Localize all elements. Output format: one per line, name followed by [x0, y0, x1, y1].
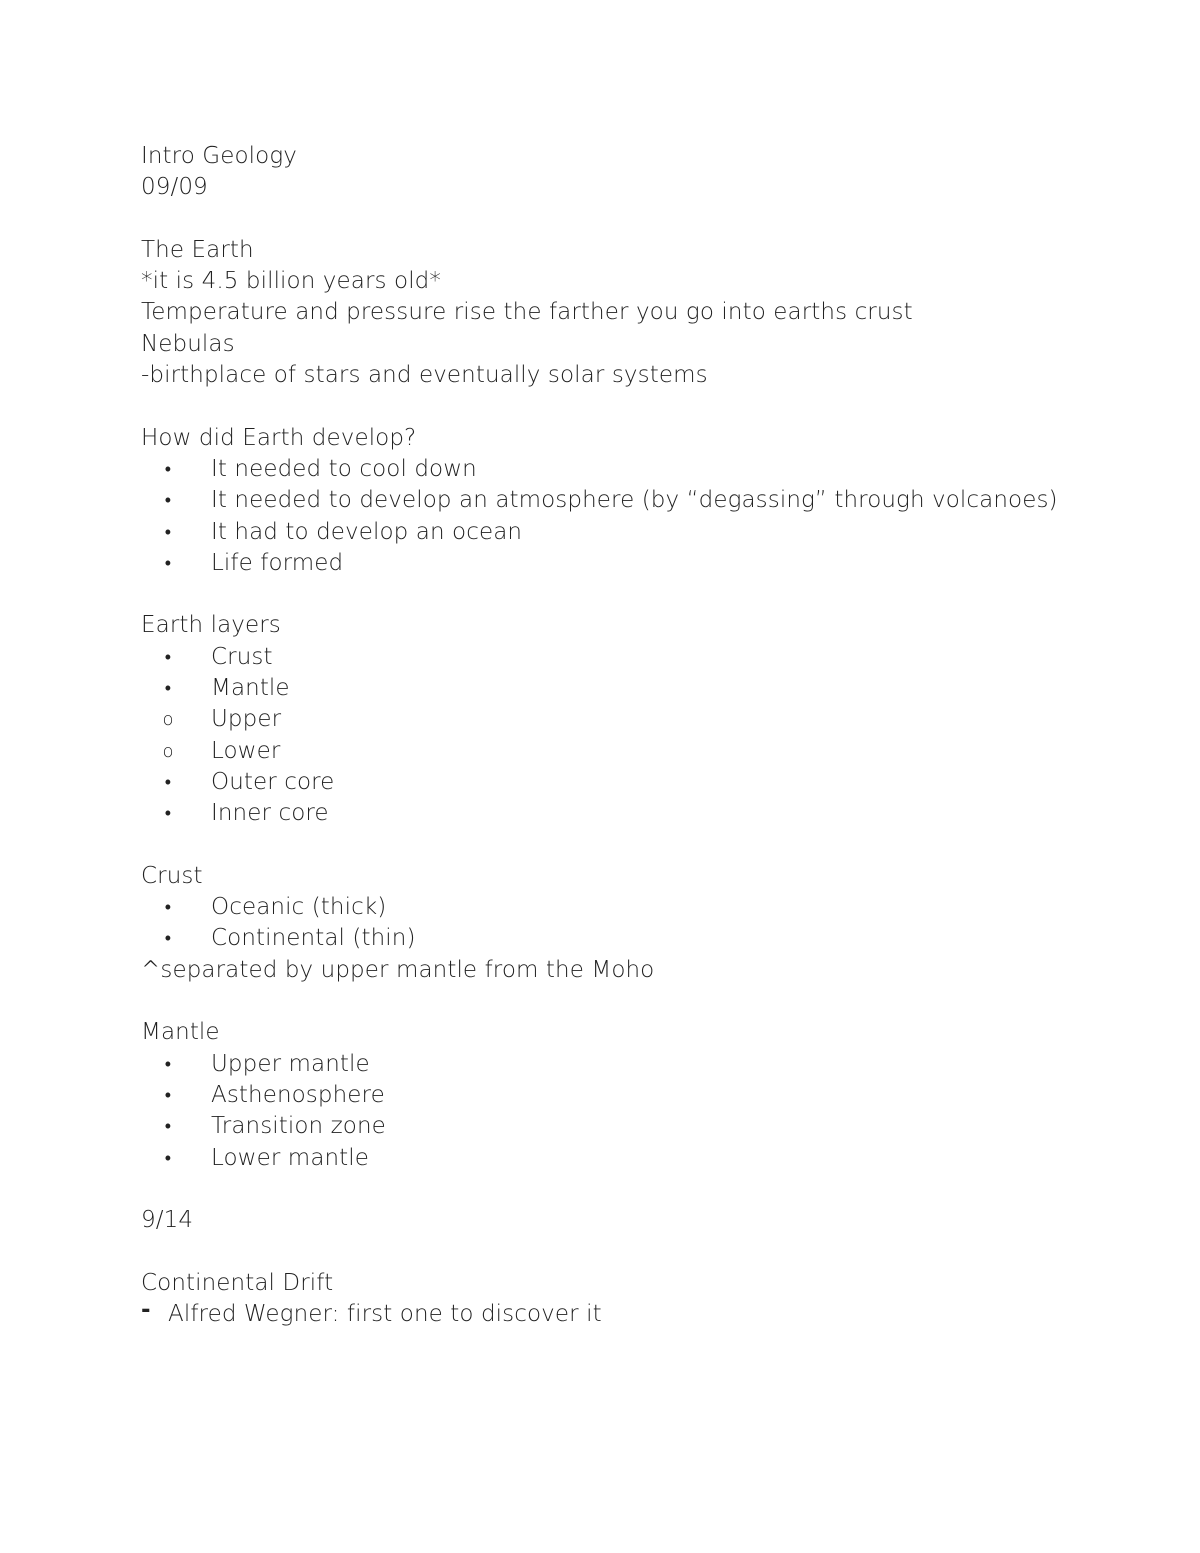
list-item — [141, 1143, 1141, 1174]
circle-bullet-icon: o — [162, 740, 174, 762]
bullet-icon: • — [164, 678, 172, 700]
spacer — [141, 204, 1141, 235]
list-item — [141, 517, 1141, 548]
bullet-icon: • — [164, 928, 172, 950]
bullet-icon: • — [164, 1084, 172, 1106]
spacer — [141, 579, 1141, 610]
bullet-icon: • — [164, 552, 172, 574]
list-item-text: Inner core — [211, 800, 329, 827]
list-item — [141, 485, 1141, 516]
bullet-icon: • — [164, 1147, 172, 1169]
bullet-icon: • — [164, 803, 172, 825]
spacer — [141, 1236, 1141, 1267]
notes-date: 09/09 — [141, 174, 208, 201]
section-heading-mantle: Mantle — [141, 1019, 220, 1046]
list-item-text: Outer core — [211, 768, 335, 795]
list-item — [141, 642, 1141, 673]
bullet-icon: • — [164, 521, 172, 543]
list-item-text: Oceanic (thick) — [211, 894, 387, 921]
list-item-text: It had to develop an ocean — [211, 518, 523, 545]
notes-body — [141, 141, 1141, 1330]
bullet-icon: • — [164, 458, 172, 480]
bullet-icon: • — [164, 897, 172, 919]
list-item — [141, 454, 1141, 485]
earth-line: Nebulas — [141, 330, 235, 357]
spacer — [141, 391, 1141, 422]
bullet-icon: • — [164, 771, 172, 793]
list-item-text: Crust — [211, 643, 273, 670]
section-heading-develop: How did Earth develop? — [141, 424, 417, 451]
earth-line: Temperature and pressure rise the farther you go into earths crust — [141, 299, 913, 326]
list-item — [141, 923, 1141, 954]
list-item — [141, 892, 1141, 923]
list-item — [141, 1049, 1141, 1080]
list-item-text: It needed to develop an atmosphere (by “degassing” through volcanoes) — [211, 487, 1058, 514]
list-item-text: Continental (thin) — [211, 925, 416, 952]
section-heading-crust: Crust — [141, 862, 203, 889]
circle-bullet-icon: o — [162, 709, 174, 731]
list-item-text: Mantle — [211, 675, 290, 702]
second-date: 9/14 — [141, 1207, 194, 1234]
list-item — [141, 798, 1141, 829]
section-heading-layers: Earth layers — [141, 612, 281, 639]
bullet-icon: • — [164, 1053, 172, 1075]
dash-bullet-icon: - — [141, 1296, 151, 1323]
list-item-text: Upper mantle — [211, 1050, 370, 1077]
spacer — [141, 986, 1141, 1017]
bullet-icon: • — [164, 490, 172, 512]
list-item-text: Asthenosphere — [211, 1081, 385, 1108]
section-heading-drift: Continental Drift — [141, 1269, 334, 1296]
crust-note: ^separated by upper mantle from the Moho — [141, 956, 655, 983]
list-item — [141, 736, 1141, 767]
list-item-text: Transition zone — [211, 1113, 386, 1140]
notes-title: Intro Geology — [141, 143, 297, 169]
list-item — [141, 548, 1141, 579]
list-item — [141, 704, 1141, 735]
earth-line: -birthplace of stars and eventually solar systems — [141, 362, 708, 389]
list-item — [141, 673, 1141, 704]
section-heading-earth: The Earth — [141, 236, 254, 263]
list-item-text: Lower — [211, 737, 281, 764]
earth-line: *it is 4.5 billion years old* — [141, 268, 441, 295]
list-item — [141, 1111, 1141, 1142]
spacer — [141, 830, 1141, 861]
bullet-icon: • — [164, 1116, 172, 1138]
list-item-text: Upper — [211, 706, 282, 733]
list-item — [141, 1296, 1141, 1330]
list-item-text: Alfred Wegner: first one to discover it — [168, 1300, 602, 1327]
list-item-text: Life formed — [211, 549, 344, 576]
list-item — [141, 1080, 1141, 1111]
list-item — [141, 767, 1141, 798]
spacer — [141, 1174, 1141, 1205]
list-item-text: It needed to cool down — [211, 455, 477, 482]
bullet-icon: • — [164, 646, 172, 668]
list-item-text: Lower mantle — [211, 1144, 370, 1171]
